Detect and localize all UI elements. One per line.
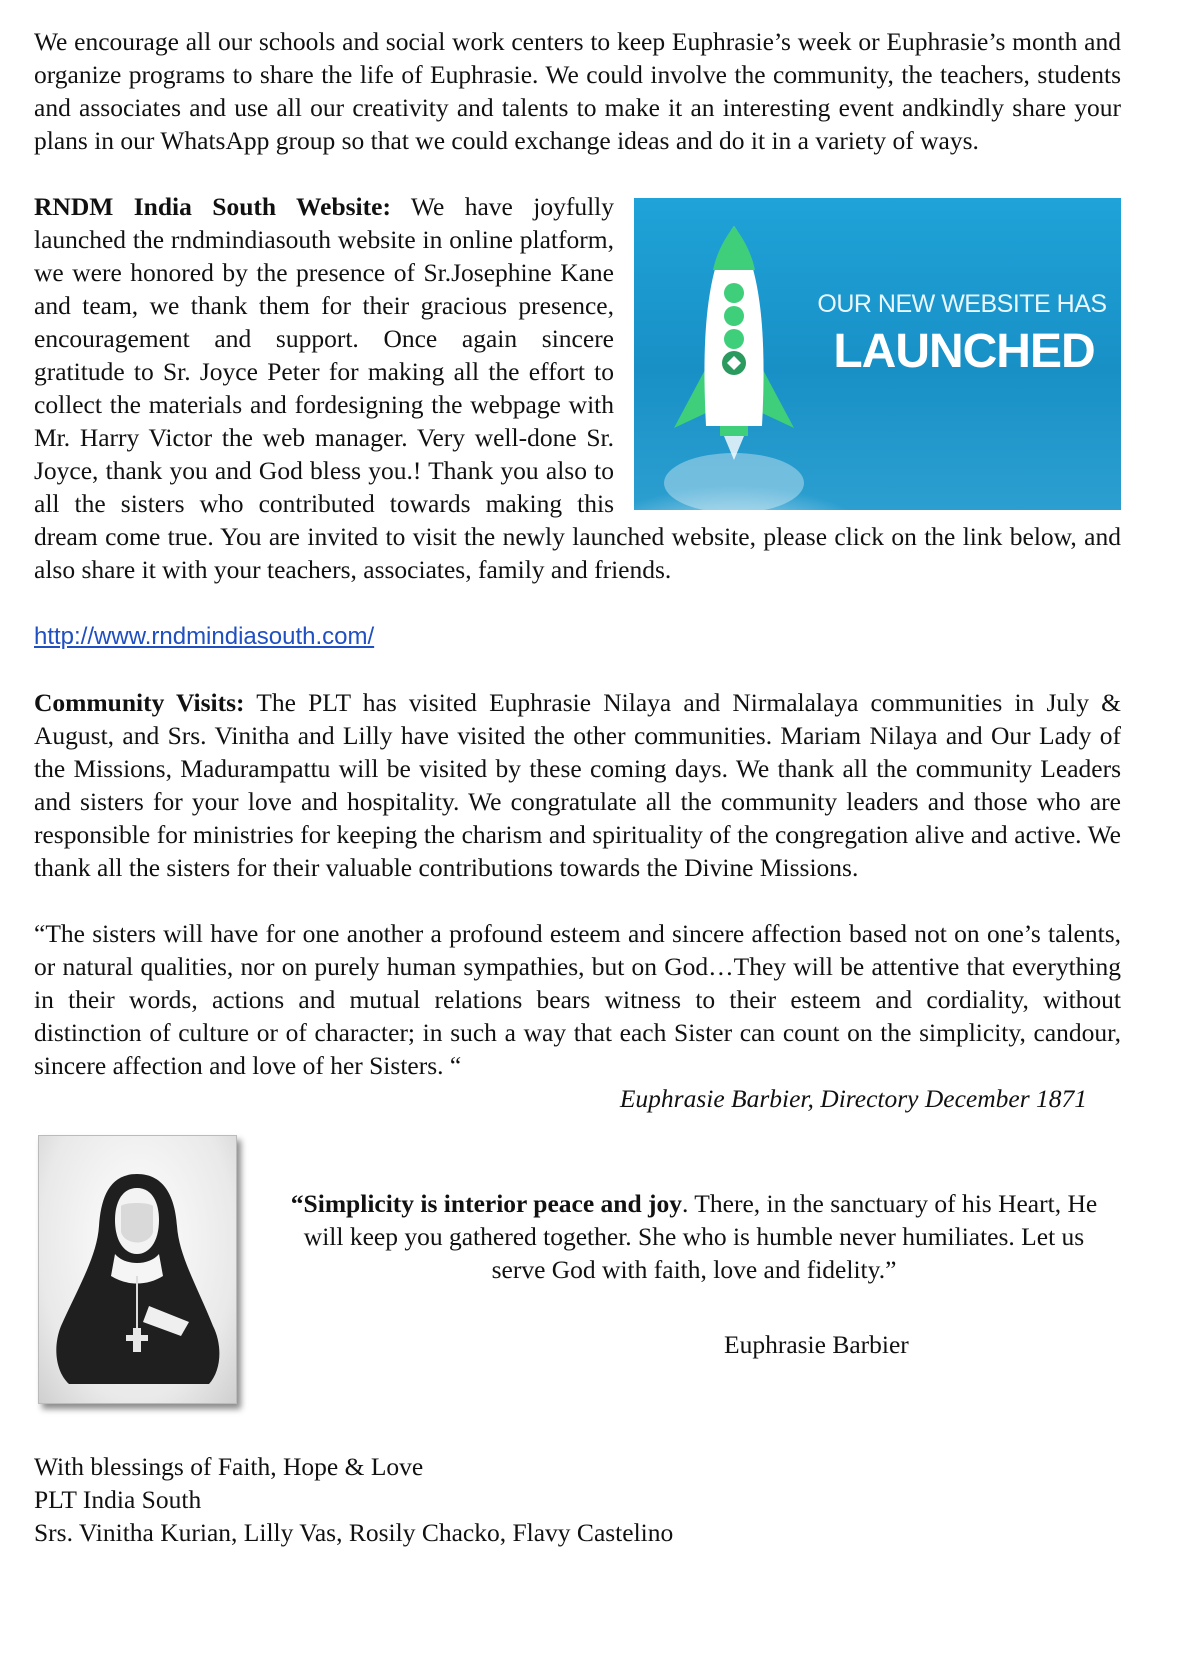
euphrasie-portrait	[38, 1135, 237, 1404]
signoff-block	[34, 1450, 1121, 1549]
signoff-line-2: PLT India South	[34, 1485, 202, 1514]
website-body: We have joyfully launched the rndmindiasouth website in online platform, we were honored by the presence of Sr.Josephine Kane and team, we thank them for their gracious presence, encouragement and support. Once again sincere gratitude to Sr. Joyce Peter for making all the effort to collect the materials and fordesigning the webpage with Mr. Harry Victor the web manager. Very well-done Sr. Joyce, thank you and God bless you.! Thank you also to all the sisters who contributed towards making this dream come true. You are invited to visit the newly launched website, please click on the link below, and also share it with your teachers, associates, family and friends.	[34, 192, 1121, 584]
website-heading: RNDM India South Website:	[34, 192, 391, 221]
document-page	[34, 25, 1121, 1549]
website-link[interactable]: http://www.rndmindiasouth.com/	[34, 623, 375, 650]
directory-quote-attribution: Euphrasie Barbier, Directory December 1871	[619, 1084, 1087, 1113]
community-body: The PLT has visited Euphrasie Nilaya and Nirmalalaya communities in July & August, and Srs. Vinitha and Lilly have visited the other communities. Mariam Nilaya and Our Lady of the Missions, Madurampattu will be visited by these coming days. We thank all the community Leaders and sisters for your love and hospitality. We congratulate all the community leaders and those who are responsible for ministries for keeping the charism and spirituality of the congregation alive and active. We thank all the sisters for their valuable contributions towards the Divine Missions.	[34, 688, 1121, 882]
simplicity-quote-block	[34, 1135, 1121, 1450]
website-section	[34, 190, 1121, 586]
intro-paragraph: We encourage all our schools and social work centers to keep Euphrasie’s week or Euphrasie’s month and organize programs to share the life of Euphrasie. We could involve the community, the teachers, students and associates and use all our creativity and talents to make it an interesting event andkindly share your plans in our WhatsApp group so that we could exchange ideas and do it in a variety of ways.	[34, 27, 1121, 155]
directory-quote: “The sisters will have for one another a profound esteem and sincere affection based not on one’s talents, or natural qualities, nor on purely human sympathies, but on God…They will be attentive that everything in their words, actions and mutual relations bears witness to their esteem and cordiality, without distinction of culture or of character; in such a way that each Sister can count on the simplicity, candour, sincere affection and love of her Sisters. “	[34, 919, 1121, 1080]
signoff-line-1: With blessings of Faith, Hope & Love	[34, 1452, 424, 1481]
community-heading: Community Visits:	[34, 688, 245, 717]
community-paragraph	[34, 686, 1121, 884]
simplicity-quote-bold: “Simplicity is interior peace and joy	[290, 1189, 683, 1218]
simplicity-quote-rest: . There, in the sanctuary of his Heart, He will keep you gathered together. She who is humble never humiliates. Let us serve God with faith, love and fidelity.”	[303, 1189, 1098, 1284]
banner-line-2: LAUNCHED	[833, 325, 1095, 378]
banner-line-1: OUR NEW WEBSITE HAS	[817, 290, 1107, 318]
website-launch-banner	[634, 198, 1121, 510]
signoff-line-3: Srs. Vinitha Kurian, Lilly Vas, Rosily Chacko, Flavy Castelino	[34, 1518, 674, 1547]
simplicity-quote-author: Euphrasie Barbier	[724, 1330, 909, 1359]
nun-portrait-image	[39, 1136, 236, 1403]
simplicity-quote	[284, 1187, 1104, 1286]
